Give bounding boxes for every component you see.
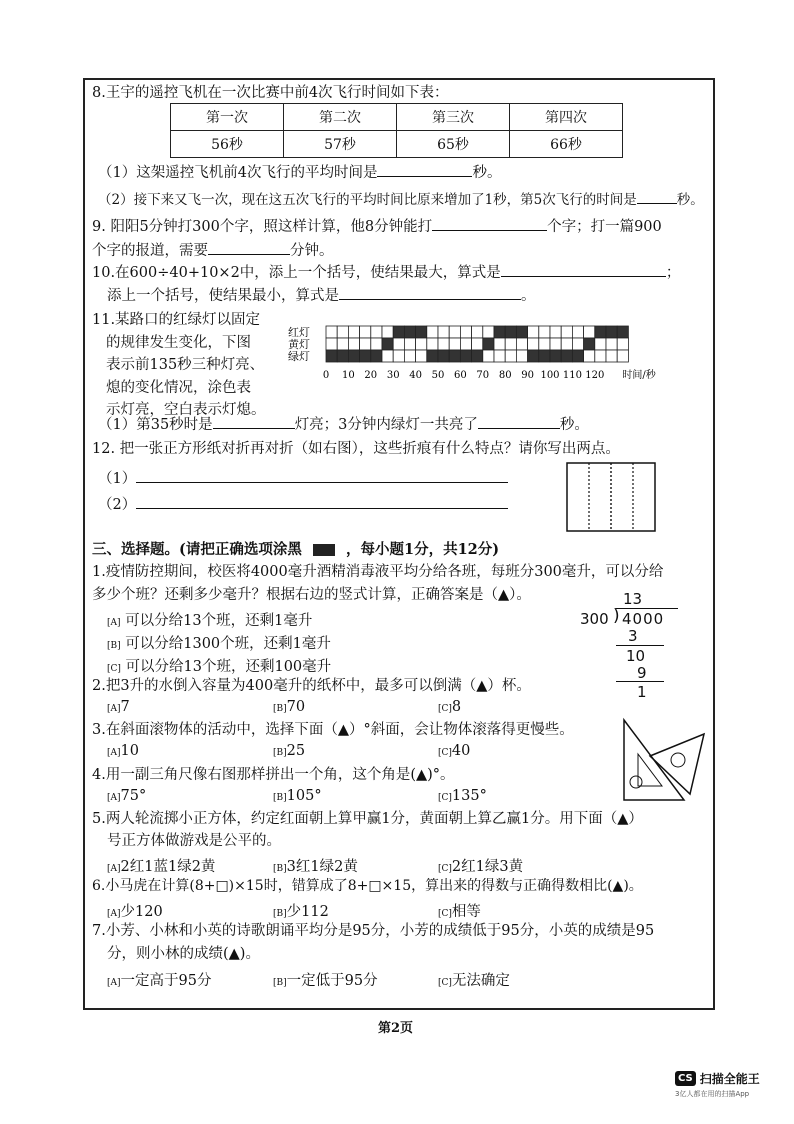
scanner-watermark	[675, 1070, 760, 1099]
light-on-cell	[449, 350, 460, 362]
light-off-cell	[617, 350, 628, 362]
answer-blank[interactable]	[136, 468, 508, 483]
light-off-cell	[416, 350, 427, 362]
q10-line1	[92, 262, 680, 282]
light-off-cell	[528, 338, 539, 350]
light-on-cell	[438, 350, 449, 362]
table-header: 第四次	[510, 104, 623, 131]
c5-line1: 5.两人轮流掷小正方体，约定红面朝上算甲赢1分，黄面朝上算乙赢1分。用下面（▲）	[92, 811, 643, 827]
light-on-cell	[472, 350, 483, 362]
light-off-cell	[460, 338, 471, 350]
option-text: 70	[286, 699, 306, 715]
long-division: 13 300 ) 4000 3 10 9 1	[580, 590, 690, 700]
light-on-cell	[528, 350, 539, 362]
q11-text-line: 的规律发生变化，下图	[106, 334, 251, 351]
light-on-cell	[494, 326, 505, 338]
section3-header	[92, 541, 499, 559]
q10-line2	[107, 285, 536, 305]
tick-label: 50	[431, 370, 445, 381]
table-header: 第二次	[284, 104, 397, 131]
option-text: 25	[286, 743, 306, 759]
light-off-cell	[427, 326, 438, 338]
row-label: 绿灯	[288, 350, 310, 363]
light-on-cell	[539, 350, 550, 362]
light-on-cell	[326, 350, 337, 362]
page-number: 第2页	[378, 1021, 414, 1036]
option-text: 7	[120, 699, 130, 715]
light-off-cell	[416, 338, 427, 350]
light-off-cell	[483, 326, 494, 338]
q11-sub	[98, 414, 589, 434]
option-tag: [B]	[273, 748, 287, 758]
light-off-cell	[371, 338, 382, 350]
tick-label: 70	[476, 370, 490, 381]
answer-blank[interactable]	[208, 240, 290, 255]
option-text: 10	[120, 743, 139, 759]
light-on-cell	[505, 326, 516, 338]
c5-option-c[interactable]	[438, 855, 523, 876]
option-tag: [A]	[107, 618, 121, 628]
q9-line1	[92, 216, 662, 236]
light-off-cell	[505, 338, 516, 350]
option-tag: [C]	[438, 864, 452, 874]
answer-blank[interactable]	[637, 189, 677, 204]
light-on-cell	[483, 338, 494, 350]
light-off-cell	[337, 326, 348, 338]
light-off-cell	[539, 338, 550, 350]
c3-option-b[interactable]	[273, 743, 305, 759]
light-on-cell	[606, 326, 617, 338]
c5-option-a[interactable]	[107, 855, 215, 876]
light-off-cell	[561, 326, 572, 338]
answer-blank[interactable]	[136, 494, 508, 509]
quotient: 13	[623, 590, 643, 608]
tick-label: 20	[364, 370, 378, 381]
light-off-cell	[584, 350, 595, 362]
option-text: 可以分给13个班，还剩1毫升	[125, 613, 313, 629]
q8-part1-unit: 秒。	[472, 165, 502, 181]
light-off-cell	[326, 338, 337, 350]
division-step: 3	[628, 627, 638, 645]
q11-text-line: 熄的变化情况，涂色表	[106, 379, 251, 396]
option-tag: [A]	[107, 793, 121, 803]
axis-label: 时间/秒	[622, 370, 656, 381]
q11-text: 秒。	[559, 417, 589, 433]
option-text: 无法确定	[451, 973, 510, 989]
option-text: 75°	[120, 788, 147, 804]
light-off-cell	[360, 326, 371, 338]
option-text: 8	[451, 699, 462, 715]
c4-stem: 4.用一副三角尺像右图那样拼出一个角，这个角是(▲)°。	[92, 767, 455, 783]
folded-paper-figure	[566, 462, 658, 534]
answer-blank[interactable]	[432, 216, 547, 231]
light-on-cell	[337, 350, 348, 362]
c2-option-c[interactable]	[438, 699, 461, 715]
light-on-cell	[360, 350, 371, 362]
option-tag: [B]	[273, 793, 287, 803]
option-text: 3红1绿2黄	[286, 859, 358, 875]
light-off-cell	[561, 338, 572, 350]
c2-option-b[interactable]	[273, 699, 305, 715]
light-on-cell	[382, 338, 393, 350]
c7-option-b[interactable]	[273, 969, 378, 990]
option-text: 2红1蓝1绿2黄	[120, 859, 216, 875]
section3-title: 三、选择题。(请把正确选项涂黑	[92, 541, 302, 558]
option-text: 相等	[451, 904, 481, 920]
c7-option-a[interactable]	[107, 969, 211, 990]
light-off-cell	[494, 338, 505, 350]
remainder: 1	[637, 683, 647, 701]
c3-stem: 3.在斜面滚物体的活动中，选择下面（▲）°斜面，会让物体滚落得更慢些。	[92, 722, 574, 738]
q8-part1	[98, 162, 501, 182]
cs-logo-icon: CS	[675, 1071, 696, 1086]
light-off-cell	[438, 338, 449, 350]
light-on-cell	[393, 326, 404, 338]
option-text: 少112	[286, 904, 329, 920]
light-off-cell	[472, 338, 483, 350]
triangle-rulers-figure	[616, 716, 708, 804]
tick-label: 80	[498, 370, 512, 381]
light-off-cell	[483, 350, 494, 362]
option-tag: [C]	[438, 909, 452, 919]
light-off-cell	[348, 338, 359, 350]
option-tag: [C]	[107, 664, 121, 674]
light-off-cell	[371, 326, 382, 338]
light-off-cell	[404, 338, 415, 350]
c1-option-b[interactable]	[107, 632, 331, 653]
light-on-cell	[561, 350, 572, 362]
light-off-cell	[572, 326, 583, 338]
c1-line2: 多少个班？还剩多少毫升？根据右边的竖式计算，正确答案是（▲）。	[92, 587, 531, 603]
tick-label: 30	[386, 370, 400, 381]
light-off-cell	[449, 326, 460, 338]
section3-note: ，每小题1分，共12分)	[345, 541, 500, 558]
option-tag: [C]	[438, 793, 452, 803]
division-step: 9	[637, 664, 647, 682]
option-tag: [B]	[273, 864, 287, 874]
light-off-cell	[382, 350, 393, 362]
light-off-cell	[595, 350, 606, 362]
light-off-cell	[550, 326, 561, 338]
light-off-cell	[617, 338, 628, 350]
light-on-cell	[584, 338, 595, 350]
q9-text: 个字；打一篇900	[547, 219, 662, 235]
q11-text: 灯亮；3分钟内绿灯一共亮了	[294, 417, 478, 433]
q10-text: 10.在600÷40+10×2中，添上一个括号，使结果最大，算式是	[92, 265, 501, 281]
table-cell: 66秒	[510, 131, 623, 158]
option-text: 135°	[451, 788, 487, 804]
table-cell: 57秒	[284, 131, 397, 158]
option-text: 可以分给13个班，还剩100毫升	[125, 659, 332, 675]
q8-stem: 8.王宇的遥控飞机在一次比赛中前4次飞行时间如下表：	[92, 85, 449, 101]
row-label: 黄灯	[288, 338, 310, 351]
tick-label: 40	[409, 370, 422, 381]
light-on-cell	[595, 326, 606, 338]
q12-part1	[98, 468, 508, 488]
c2-option-a[interactable]	[107, 699, 130, 715]
c2-stem: 2.把3升的水倒入容量为400毫升的纸杯中，最多可以倒满（▲）杯。	[92, 678, 531, 694]
option-tag: [A]	[107, 748, 121, 758]
option-tag: [C]	[438, 978, 452, 988]
c5-option-b[interactable]	[273, 855, 358, 876]
q10-text: 添上一个括号，使结果最小，算式是	[107, 288, 339, 304]
q10-text: ；	[665, 265, 681, 281]
light-off-cell	[606, 338, 617, 350]
answer-blank[interactable]	[501, 262, 666, 277]
light-on-cell	[617, 326, 628, 338]
option-text: 一定高于95分	[120, 973, 212, 989]
watermark-name: 扫描全能王	[699, 1072, 760, 1086]
tick-label: 100	[540, 370, 560, 381]
q8-part2-text: （2）接下来又飞一次，现在这五次飞行的平均时间比原来增加了1秒，第5次飞行的时间是	[98, 192, 637, 208]
light-off-cell	[505, 350, 516, 362]
option-tag: [C]	[438, 704, 452, 714]
q10-text: 。	[521, 288, 536, 304]
answer-blank[interactable]	[478, 414, 560, 429]
light-on-cell	[460, 350, 471, 362]
q9-text: 个字的报道，需要	[92, 243, 208, 259]
light-off-cell	[404, 350, 415, 362]
c6-option-b[interactable]	[273, 900, 329, 921]
c5-line2: 号正方体做游戏是公平的。	[107, 833, 281, 849]
row-label: 红灯	[288, 326, 310, 339]
light-off-cell	[572, 338, 583, 350]
division-step: 10	[626, 647, 646, 665]
tick-label: 60	[454, 370, 467, 381]
light-off-cell	[393, 350, 404, 362]
option-tag: [B]	[273, 909, 287, 919]
option-tag: [B]	[273, 704, 287, 714]
q12-stem: 12. 把一张正方形纸对折再对折（如右图），这些折痕有什么特点？请你写出两点。	[92, 441, 620, 457]
light-on-cell	[371, 350, 382, 362]
q8-part2-unit: 秒。	[676, 192, 704, 208]
option-tag: [B]	[107, 641, 121, 651]
light-on-cell	[550, 350, 561, 362]
c3-option-a[interactable]	[107, 743, 139, 759]
light-off-cell	[449, 338, 460, 350]
light-off-cell	[382, 326, 393, 338]
light-off-cell	[494, 350, 505, 362]
light-on-cell	[572, 350, 583, 362]
light-off-cell	[539, 326, 550, 338]
q12-part2	[98, 494, 508, 514]
option-tag: [B]	[273, 978, 287, 988]
answer-blank[interactable]	[213, 414, 295, 429]
light-off-cell	[460, 326, 471, 338]
q11-text-line: 表示前135秒三种灯亮、	[106, 357, 265, 373]
divisor: 300	[580, 610, 609, 628]
light-on-cell	[516, 326, 527, 338]
option-tag: [A]	[107, 864, 121, 874]
c1-option-c[interactable]	[107, 655, 331, 676]
c4-option-b[interactable]	[273, 788, 322, 804]
c1-line1: 1.疫情防控期间，校医将4000毫升酒精消毒液平均分给各班，每班分300毫升，可以分给	[92, 564, 664, 580]
c7-line1: 7.小芳、小林和小英的诗歌朗诵平均分是95分，小芳的成绩低于95分，小英的成绩是95	[92, 923, 655, 939]
light-off-cell	[438, 326, 449, 338]
tick-label: 120	[585, 370, 605, 381]
light-off-cell	[516, 350, 527, 362]
light-off-cell	[393, 338, 404, 350]
c4-option-a[interactable]	[107, 788, 146, 804]
q9-text: 分钟。	[290, 243, 334, 259]
option-text: 40	[451, 743, 471, 759]
option-text: 2红1绿3黄	[451, 859, 524, 875]
q9-text: 9. 阳阳5分钟打300个字，照这样计算，他8分钟能打	[92, 219, 433, 235]
c4-option-c[interactable]	[438, 788, 487, 804]
flight-time-table	[170, 103, 623, 158]
c3-option-c[interactable]	[438, 743, 470, 759]
traffic-light-chart	[288, 318, 708, 402]
q8-part1-text: （1）这架遥控飞机前4次飞行的平均时间是	[98, 165, 378, 181]
q12-label: （1）	[98, 471, 137, 487]
tick-label: 110	[562, 370, 582, 381]
table-header: 第一次	[171, 104, 284, 131]
light-off-cell	[550, 338, 561, 350]
watermark-tagline: 3亿人都在用的扫描App	[675, 1090, 750, 1098]
table-cell: 56秒	[171, 131, 284, 158]
c6-option-c[interactable]	[438, 900, 481, 921]
light-on-cell	[427, 350, 438, 362]
tick-label: 90	[521, 370, 534, 381]
light-off-cell	[472, 326, 483, 338]
light-off-cell	[337, 338, 348, 350]
c7-option-c[interactable]	[438, 969, 510, 990]
filled-box-sample	[313, 544, 335, 556]
light-on-cell	[416, 326, 427, 338]
tick-label: 10	[342, 370, 355, 381]
answer-blank[interactable]	[377, 162, 472, 177]
q9-line2	[92, 240, 334, 260]
q11-text	[92, 309, 292, 422]
light-off-cell	[595, 338, 606, 350]
option-tag: [A]	[107, 978, 121, 988]
q11-text-line: 示灯亮，空白表示灯熄。	[106, 402, 266, 418]
c6-option-a[interactable]	[107, 900, 163, 921]
q11-text-line: 11.某路口的红绿灯以固定	[92, 312, 261, 328]
light-off-cell	[516, 338, 527, 350]
dividend: 4000	[622, 610, 665, 628]
light-off-cell	[528, 326, 539, 338]
answer-blank[interactable]	[339, 285, 521, 300]
option-text: 105°	[286, 788, 322, 804]
q8-part2	[98, 189, 704, 209]
option-tag: [C]	[438, 748, 452, 758]
light-on-cell	[404, 326, 415, 338]
c1-option-a[interactable]	[107, 609, 312, 630]
option-text: 可以分给1300个班，还剩1毫升	[125, 636, 331, 652]
c6-stem: 6.小马虎在计算(8+□)×15时，错算成了8+□×15，算出来的得数与正确得数相比(▲)。	[92, 878, 643, 894]
table-cell: 65秒	[397, 131, 510, 158]
table-header: 第三次	[397, 104, 510, 131]
light-on-cell	[348, 350, 359, 362]
c7-line2: 分，则小林的成绩(▲)。	[107, 946, 260, 962]
option-text: 少120	[120, 904, 163, 920]
option-tag: [A]	[107, 704, 121, 714]
option-tag: [A]	[107, 909, 121, 919]
light-off-cell	[584, 326, 595, 338]
q11-text: （1）第35秒时是	[98, 417, 213, 433]
light-off-cell	[348, 326, 359, 338]
light-off-cell	[326, 326, 337, 338]
q12-label: （2）	[98, 497, 137, 513]
option-text: 一定低于95分	[286, 973, 378, 989]
light-off-cell	[360, 338, 371, 350]
light-off-cell	[427, 338, 438, 350]
light-off-cell	[606, 350, 617, 362]
tick-label: 0	[322, 370, 330, 381]
